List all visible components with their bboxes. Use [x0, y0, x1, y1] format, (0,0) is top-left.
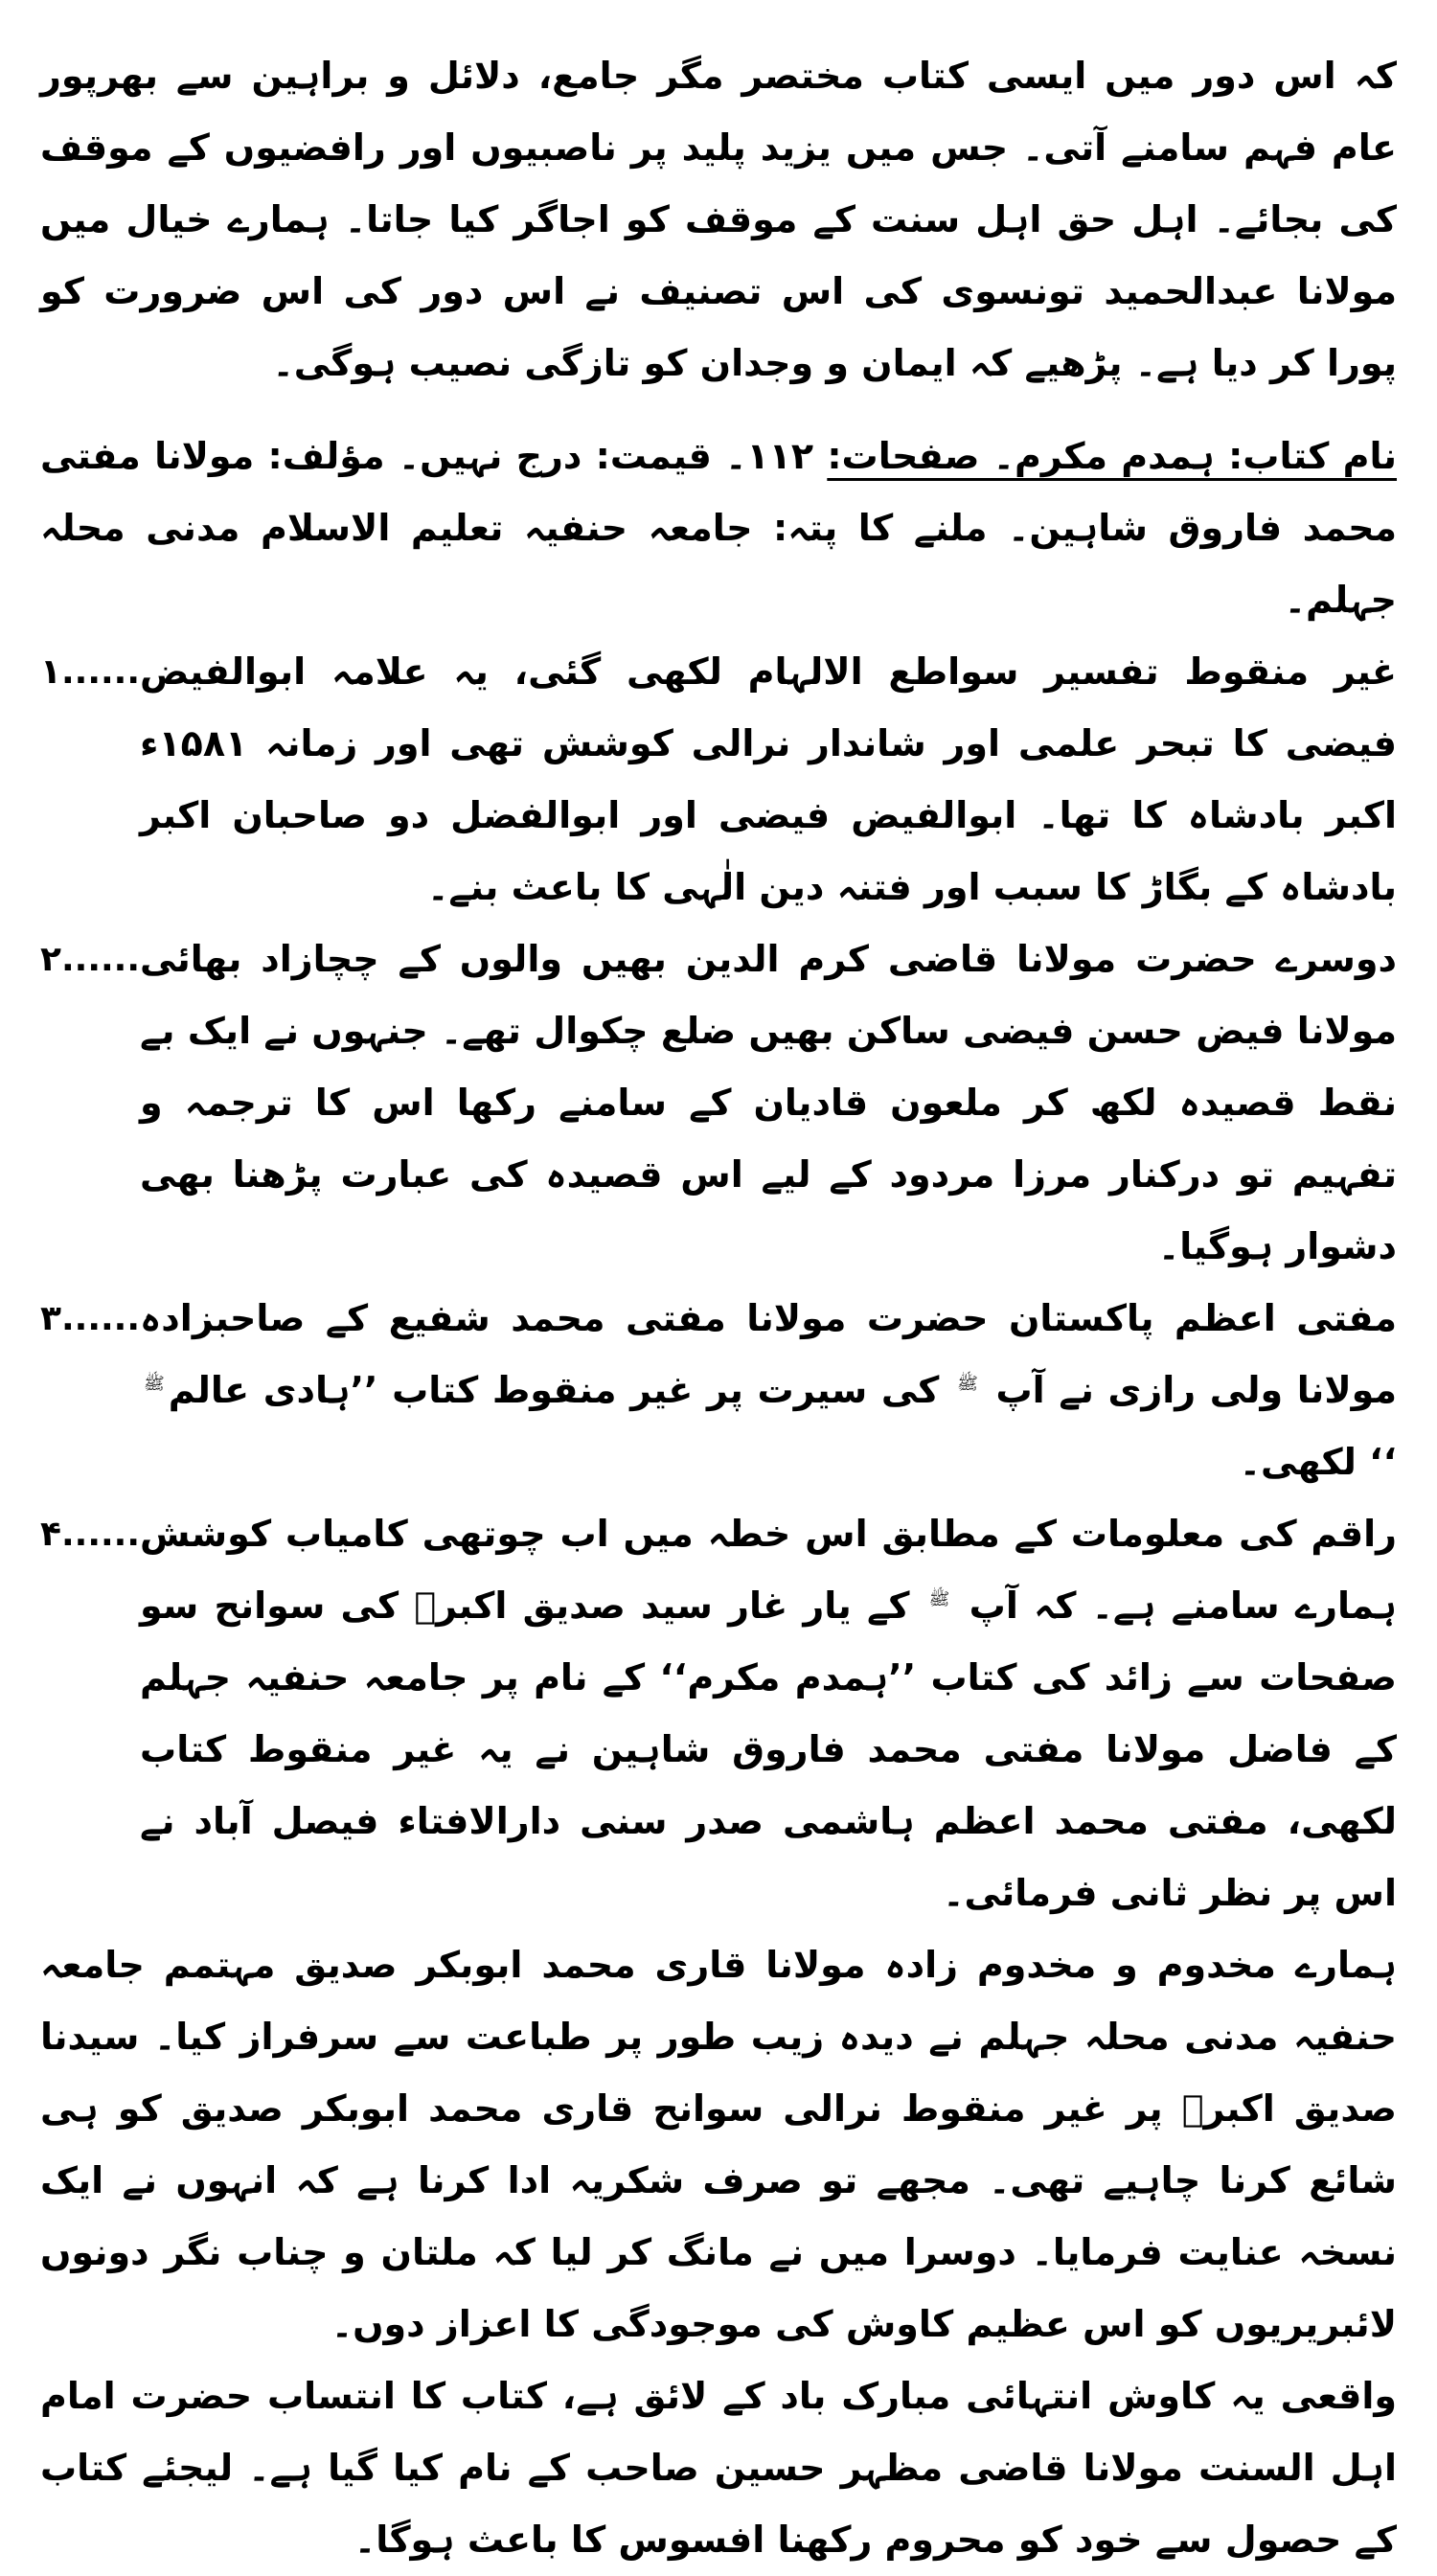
list-item-1	[40, 636, 1397, 923]
list-item-text: دوسرے حضرت مولانا قاضی کرم الدین بھیں والوں کے چچازاد بھائی مولانا فیض حسن فیضی ساکن بھیں ضلع چکوال تھے۔ جنہوں نے ایک بے نقط قصیدہ لکھ کر ملعون قادیان کے سامنے رکھا اس کا ترجمہ و تفہیم تو درکنار مرزا مردود کے لیے اس قصیدہ کی عبارت پڑھنا بھی دشوار ہوگیا۔	[140, 938, 1397, 1267]
salutation-seal-icon: ﷺ	[957, 1374, 978, 1395]
list-item-text: غیر منقوط تفسیر سواطع الالہام لکھی گئی، یہ علامہ ابوالفیض فیضی کا تبحر علمی اور شاندار نرالی کوشش تھی اور زمانہ ۱۵۸۱ء اکبر بادشاہ کا تھا۔ ابوالفیض فیضی اور ابوالفضل دو صاحبان اکبر بادشاہ کے بگاڑ کا سبب اور فتنہ دین الٰہی کا باعث بنے۔	[140, 650, 1397, 908]
list-item-number: ۱......	[40, 652, 141, 692]
book-info-label: نام کتاب: ہمدم مکرم۔ صفحات:	[827, 435, 1398, 477]
list-item-number: ۴......	[40, 1515, 141, 1554]
list-item-text-part: کی سیرت پر غیر منقوط کتاب ’’ہادی عالم	[168, 1369, 940, 1411]
salutation-seal-icon: ﷺ	[928, 1589, 950, 1610]
list-item-2	[40, 923, 1397, 1283]
intro-paragraph: کہ اس دور میں ایسی کتاب مختصر مگر جامع، دلائل و براہین سے بھرپور عام فہم سامنے آتی۔ جس میں یزید پلید پر ناصبیوں اور رافضیوں کے موقف کی بجائے۔ اہل حق اہل سنت کے موقف کو اجاگر کیا جاتا۔ ہمارے خیال میں مولانا عبدالحمید تونسوی کی اس تصنیف نے اس دور کی اس ضرورت کو پورا کر دیا ہے۔ پڑھیے کہ ایمان و وجدان کو تازگی نصیب ہوگی۔	[40, 55, 1397, 384]
closing-paragraph-2: واقعی یہ کاوش انتہائی مبارک باد کے لائق ہے، کتاب کا انتساب حضرت امام اہل السنت مولانا قاضی مظہر حسین صاحب کے نام کیا گیا ہے۔ لیجئے کتاب کے حصول سے خود کو محروم رکھنا افسوس کا باعث ہوگا۔	[40, 2375, 1397, 2561]
closing-paragraph-1: ہمارے مخدوم و مخدوم زادہ مولانا قاری محمد ابوبکر صدیق مہتمم جامعہ حنفیہ مدنی محلہ جہلم نے دیدہ زیب طور پر طباعت سے سرفراز کیا۔ سیدنا صدیق اکبرؓ پر غیر منقوط نرالی سوانح قاری محمد ابوبکر صدیق کو ہی شائع کرنا چاہیے تھی۔ مجھے تو صرف شکریہ ادا کرنا ہے کہ انہوں نے ایک نسخہ عنایت فرمایا۔ دوسرا میں نے مانگ کر لیا کہ ملتان و چناب نگر دونوں لائبریریوں کو اس عظیم کاوش کی موجودگی کا اعزاز دوں۔	[40, 1944, 1397, 2345]
book-info	[40, 421, 1397, 636]
salutation-seal-icon: ﷺ	[144, 1374, 165, 1395]
list-item-text	[140, 1498, 1397, 1929]
book-info-details: ۱۱۲۔ قیمت: درج نہیں۔ مؤلف: مولانا مفتی محمد فاروق شاہین۔ ملنے کا پتہ: جامعہ حنفیہ تعلیم الاسلام مدنی محلہ جہلم۔	[40, 435, 1397, 621]
list-item-text-part: ‘‘ لکھی۔	[1239, 1441, 1397, 1483]
list-item-4	[40, 1498, 1397, 1929]
list-item-text-part: مفتی اعظم پاکستان حضرت مولانا مفتی محمد شفیع کے صاحبزادہ مولانا ولی رازی نے آپ	[140, 1297, 1397, 1411]
list-item-text	[140, 1283, 1397, 1498]
list-item-number: ۳......	[40, 1299, 141, 1338]
list-item-text-part: کے یار غار سید صدیق اکبرؓ کی سوانح سو صفحات سے زائد کی کتاب ’’ہمدم مکرم‘‘ کے نام پر جامعہ حنفیہ جہلم کے فاضل مولانا مفتی محمد فاروق شاہین نے یہ غیر منقوط کتاب لکھی، مفتی محمد اعظم ہاشمی صدر سنی دارالافتاء فیصل آباد نے اس پر نظر ثانی فرمائی۔	[140, 1584, 1397, 1914]
list-item-3	[40, 1283, 1397, 1498]
list-item-text-part: راقم کی معلومات کے مطابق اس خطہ میں اب چوتھی کامیاب کوشش ہمارے سامنے ہے۔ کہ آپ	[140, 1513, 1398, 1627]
list-item-number: ۲......	[40, 940, 141, 979]
document-page	[40, 40, 1397, 2576]
